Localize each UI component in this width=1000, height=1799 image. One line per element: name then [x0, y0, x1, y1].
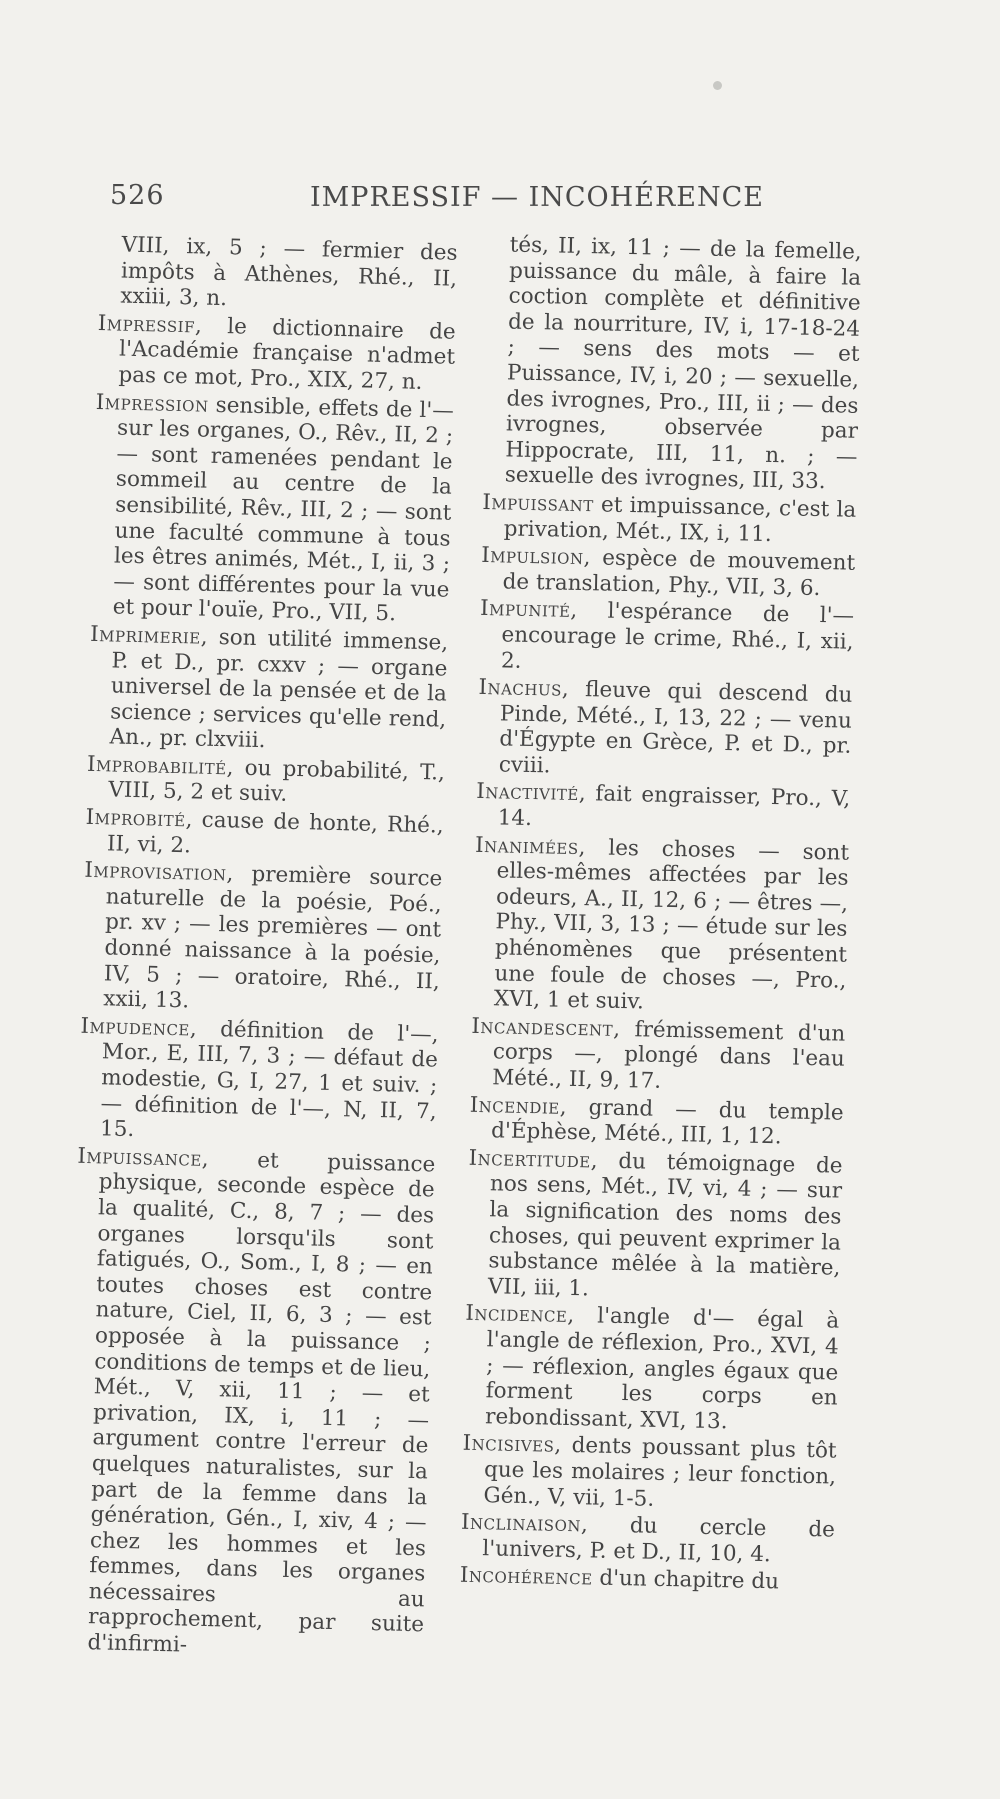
entry-text: , cause de honte, Rhé., II, vi, 2. — [106, 807, 444, 859]
entry-headword: Impulsion — [480, 543, 584, 571]
index-entry — [470, 1014, 846, 1099]
index-entry — [482, 490, 857, 549]
entry-text: , ou probabilité, T., VIII, 5, 2 et suiv. — [108, 755, 446, 808]
entry-text: , son utilité immense, P. et D., pr. cxxv ; — organe universel de la pensée et de la science ; services qu'elle rend, An., pr. clxviii. — [109, 624, 449, 754]
index-entry — [65, 1144, 435, 1664]
index-entry — [475, 779, 850, 838]
entry-text: , fleuve qui descend du Pinde, Mété., I, 13, 22 ; — venu d'Égypte en Grèce, P. et D., pr. cviii. — [498, 676, 853, 779]
entry-headword: Incandescent — [471, 1013, 614, 1042]
entry-headword: Impuissance — [77, 1143, 203, 1172]
entry-headword: Inactivité — [476, 779, 580, 807]
entry-headword: Inanimées — [474, 832, 579, 860]
entry-headword: Incidence — [465, 1301, 568, 1329]
entry-headword: Improbabilité — [86, 751, 227, 781]
entry-text: , fait engraisser, Pro., V, 14. — [497, 781, 851, 832]
index-entry — [96, 311, 456, 397]
index-entry — [479, 596, 855, 681]
entry-text: d'un chapitre du — [592, 1565, 780, 1595]
entry-text: , dents poussant plus tôt que les molaires ; leur fonction, Gén., V, vii, 1-5. — [483, 1432, 837, 1512]
index-entry — [469, 1092, 844, 1151]
running-header — [110, 180, 900, 224]
entry-text: tés, II, ix, 11 ; — de la femelle, puissance du mâle, à faire la coction complète et définitive de la nourriture, IV, i, 17-18-24 ; — sens des mots — et Puissance, IV, i, 20 ; — sexuelle, des ivrognes, Pro., III, ii ; — des ivrognes, observée par Hippocrate, III, 11, n. ; — sexuelle des ivrognes, III, 33. — [504, 232, 862, 495]
entry-headword: Incisives — [462, 1431, 555, 1458]
entry-headword: Impudence — [80, 1013, 191, 1042]
index-entry — [78, 1014, 439, 1151]
index-entry — [466, 1146, 843, 1307]
entry-text: , et puissance physique, seconde espèce de la qualité, C., 8, 7 ; — des organes lorsqu'ils sont fatigués, O., Som., I, 8 ; — en toutes choses est contre nature, Ciel, II, 6, 3 ; — est opposée à la puissance ; conditions de temps et de lieu, Mét., V, xii, 11 ; — et privation, IX, i, 11 ; — argument contre l'erreur de quelques naturalistes, sur la part de la femme dans la génération, Gén., I, xiv, 4 ; — chez les hommes et les femmes, dans les organes nécessaires au rapprochement, par suite d'infirmi- — [87, 1146, 436, 1658]
entry-headword: Impression — [95, 389, 209, 418]
entry-text: et impuissance, c'est la privation, Mét., IX, i, 11. — [503, 492, 857, 547]
entry-text: , définition de l'—, Mor., E, III, 7, 3 ; — défaut de modestie, G, I, 27, 1 et suiv. ; — définition de l'—, N, II, 7, 15. — [99, 1016, 439, 1143]
left-column — [65, 232, 458, 1666]
index-entry — [461, 1431, 837, 1516]
entry-headword: Impunité — [479, 596, 571, 624]
entry-headword: Inachus — [478, 674, 563, 702]
entry-headword: Incendie — [469, 1092, 561, 1120]
entry-text: , l'angle d'— égal à l'angle de réflexion, Pro., XVI, 4 ; — réflexion, angles égaux que forment les corps en rebondissant, XVI, 13. — [484, 1303, 840, 1434]
entry-text: , espèce de mouvement de translation, Phy., VII, 3, 6. — [502, 545, 856, 601]
entry-text: , du cercle de l'univers, P. et D., II, 10, 4. — [482, 1512, 836, 1567]
ink-spot — [713, 81, 722, 90]
entry-headword: Incohérence — [459, 1562, 593, 1591]
entry-headword: Improvisation — [84, 858, 227, 887]
entry-text: , l'espérance de l'— encourage le crime, Rhé., I, xii, 2. — [500, 598, 855, 674]
entry-text: , frémissement d'un corps —, plongé dans l'eau Mété., II, 9, 17. — [492, 1016, 846, 1094]
entry-headword: Improbité — [85, 804, 186, 833]
entry-text: , première source naturelle de la poésie, Poé., pr. xv ; — les premières — ont donné naissance à la poésie, IV, 5 ; — oratoire, Rhé., II, xxii, 13. — [102, 861, 443, 1014]
entry-text: , du témoignage de nos sens, Mét., IV, vi, 4 ; — sur la signification des noms des choses, qui peuvent exprimer la substance mêlée à la matière, VII, iii, 1. — [487, 1148, 843, 1302]
entry-headword: Inclinaison — [460, 1509, 582, 1538]
entry-headword: Imprimerie — [89, 621, 202, 650]
index-entry — [463, 1301, 840, 1437]
index-entry — [477, 675, 853, 785]
index-entry — [86, 752, 445, 812]
index-entry — [98, 232, 458, 318]
entry-text: VIII, ix, 5 ; — fermier des impôts à Athènes, Rhé., II, xxiii, 3, n. — [120, 232, 458, 312]
index-entry — [85, 805, 444, 865]
entry-text: , le dictionnaire de l'Académie française n'admet pas ce mot, Pro., XIX, 27, n. — [118, 313, 456, 395]
index-entry — [480, 543, 855, 602]
entry-headword: Impuissant — [482, 489, 595, 518]
entry-text: sensible, effets de l'— sur les organes, O., Rêv., II, 2 ; — sont ramenées pendant le sommeil au centre de la sensibilité, Rêv., III, 2 ; — sont une faculté commune à tous les êtres animés, Mét., I, ii, 3 ; — sont différentes pour la vue et pour l'ouïe, Pro., VII, 5. — [112, 392, 455, 627]
index-entry — [81, 858, 443, 1020]
index-entry — [472, 833, 850, 1020]
index-entry — [91, 390, 455, 629]
index-entry — [460, 1510, 835, 1569]
index-entry — [460, 1563, 834, 1596]
running-title: IMPRESSIF — INCOHÉRENCE — [310, 182, 764, 213]
entry-headword: Incertitude — [468, 1145, 591, 1174]
index-entry — [87, 622, 448, 759]
entry-text: , grand — du temple d'Éphèse, Mété., III, 1, 12. — [490, 1094, 844, 1150]
index-entry — [483, 232, 862, 496]
page-number: 526 — [110, 180, 165, 211]
entry-text: , les choses — sont elles-mêmes affectées par les odeurs, A., II, 12, 6 ; — êtres —, Phy., VII, 3, 13 ; — étude sur les phénomènes que présentent une foule de choses —, Pro., XVI, 1 et suiv. — [493, 834, 850, 1015]
entry-headword: Impressif — [97, 310, 196, 339]
right-column — [460, 232, 862, 1598]
